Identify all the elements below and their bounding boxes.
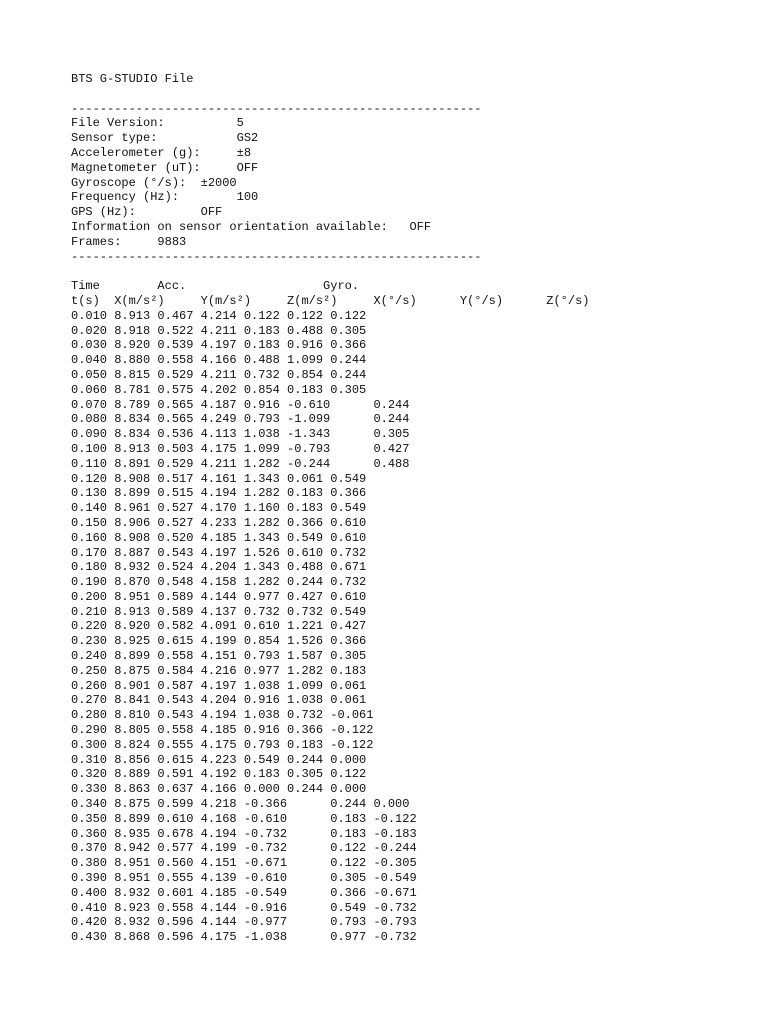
text-line: 0.390 8.951 0.555 4.139 -0.610 0.305 -0.549 [71,871,417,886]
text-line: 0.210 8.913 0.589 4.137 0.732 0.732 0.549 [71,604,367,619]
text-line: 0.040 8.880 0.558 4.166 0.488 1.099 0.244 [71,353,367,368]
text-line: 0.150 8.906 0.527 4.233 1.282 0.366 0.610 [71,515,367,530]
text-line: 0.370 8.942 0.577 4.199 -0.732 0.122 -0.244 [71,841,417,856]
text-line: 0.360 8.935 0.678 4.194 -0.732 0.183 -0.183 [71,826,417,841]
text-line: 0.330 8.863 0.637 4.166 0.000 0.244 0.000 [71,782,367,797]
text-line [71,264,589,279]
text-line: File Version: 5 [71,116,244,131]
text-line [71,87,589,102]
text-line: 0.200 8.951 0.589 4.144 0.977 0.427 0.610 [71,589,367,604]
text-line: 0.270 8.841 0.543 4.204 0.916 1.038 0.061 [71,693,367,708]
text-line: Frequency (Hz): 100 [71,190,259,205]
text-line: 0.030 8.920 0.539 4.197 0.183 0.916 0.366 [71,338,367,353]
text-line: 0.410 8.923 0.558 4.144 -0.916 0.549 -0.732 [71,900,417,915]
text-line: Frames: 9883 [71,234,187,249]
text-line: 0.310 8.856 0.615 4.223 0.549 0.244 0.000 [71,752,367,767]
text-line: 0.290 8.805 0.558 4.185 0.916 0.366 -0.122 [71,723,374,738]
text-line: 0.100 8.913 0.503 4.175 1.099 -0.793 0.427 [71,441,410,456]
text-line: Sensor type: GS2 [71,131,259,146]
text-line: 0.300 8.824 0.555 4.175 0.793 0.183 -0.122 [71,737,374,752]
text-line: 0.320 8.889 0.591 4.192 0.183 0.305 0.122 [71,767,367,782]
text-line: 0.350 8.899 0.610 4.168 -0.610 0.183 -0.122 [71,811,417,826]
text-line: 0.050 8.815 0.529 4.211 0.732 0.854 0.244 [71,367,367,382]
text-line: --------------------------------------------------------- [71,101,482,116]
text-line: 0.180 8.932 0.524 4.204 1.343 0.488 0.671 [71,560,367,575]
text-line: 0.420 8.932 0.596 4.144 -0.977 0.793 -0.793 [71,915,417,930]
text-line: 0.240 8.899 0.558 4.151 0.793 1.587 0.305 [71,649,367,664]
text-line: 0.340 8.875 0.599 4.218 -0.366 0.244 0.000 [71,797,410,812]
text-document [71,72,589,945]
text-line: t(s) X(m/s²) Y(m/s²) Z(m/s²) X(°/s) Y(°/s) Z(°/s) [71,293,590,308]
text-line: Time Acc. Gyro. [71,279,360,294]
text-line: Gyroscope (°/s): ±2000 [71,175,237,190]
text-line: 0.070 8.789 0.565 4.187 0.916 -0.610 0.244 [71,397,410,412]
text-line: Magnetometer (uT): OFF [71,160,259,175]
text-line: 0.010 8.913 0.467 4.214 0.122 0.122 0.122 [71,308,367,323]
text-line: GPS (Hz): OFF [71,205,223,220]
text-line: 0.380 8.951 0.560 4.151 -0.671 0.122 -0.305 [71,856,417,871]
text-line: 0.170 8.887 0.543 4.197 1.526 0.610 0.732 [71,545,367,560]
text-line: 0.140 8.961 0.527 4.170 1.160 0.183 0.549 [71,501,367,516]
text-line: 0.280 8.810 0.543 4.194 1.038 0.732 -0.061 [71,708,374,723]
text-line: --------------------------------------------------------- [71,249,482,264]
text-line: Accelerometer (g): ±8 [71,145,252,160]
text-line: 0.020 8.918 0.522 4.211 0.183 0.488 0.305 [71,323,367,338]
text-line: 0.260 8.901 0.587 4.197 1.038 1.099 0.061 [71,678,367,693]
text-line: 0.430 8.868 0.596 4.175 -1.038 0.977 -0.732 [71,930,417,945]
text-line: 0.160 8.908 0.520 4.185 1.343 0.549 0.610 [71,530,367,545]
text-line: 0.190 8.870 0.548 4.158 1.282 0.244 0.732 [71,575,367,590]
text-line: BTS G-STUDIO File [71,72,194,86]
text-line: 0.090 8.834 0.536 4.113 1.038 -1.343 0.305 [71,427,410,442]
text-line: 0.110 8.891 0.529 4.211 1.282 -0.244 0.488 [71,456,410,471]
text-line: 0.230 8.925 0.615 4.199 0.854 1.526 0.366 [71,634,367,649]
text-line: 0.120 8.908 0.517 4.161 1.343 0.061 0.549 [71,471,367,486]
text-line: 0.400 8.932 0.601 4.185 -0.549 0.366 -0.671 [71,885,417,900]
text-line: 0.060 8.781 0.575 4.202 0.854 0.183 0.305 [71,382,367,397]
text-line: 0.080 8.834 0.565 4.249 0.793 -1.099 0.244 [71,412,410,427]
text-line: Information on sensor orientation available: OFF [71,219,432,234]
text-line: 0.250 8.875 0.584 4.216 0.977 1.282 0.183 [71,663,367,678]
text-line: 0.220 8.920 0.582 4.091 0.610 1.221 0.427 [71,619,367,634]
text-line: 0.130 8.899 0.515 4.194 1.282 0.183 0.366 [71,486,367,501]
